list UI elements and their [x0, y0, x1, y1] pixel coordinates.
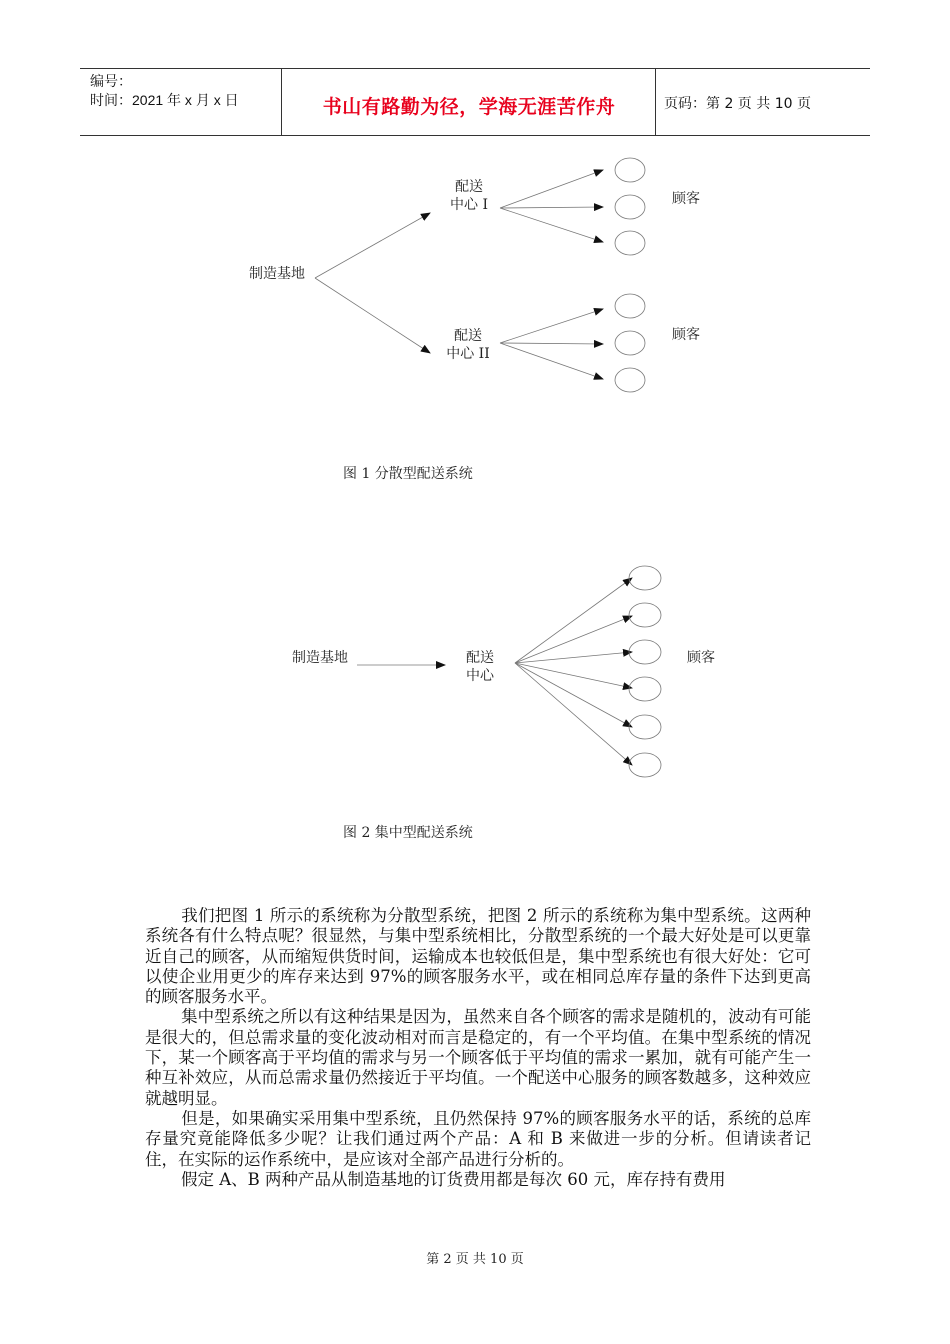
- customer-circle: [629, 677, 661, 701]
- paragraph-2: [145, 1007, 811, 1108]
- arrow-center-to-customer3: [515, 652, 632, 663]
- fig1-customer-label-bottom: 顾客: [672, 327, 700, 343]
- page-info: 页码：第 2 页 共 10 页: [664, 96, 811, 112]
- customer-circle: [615, 368, 645, 392]
- paragraph-2-text: 集中型系统之所以有这种结果是因为，虽然来自各个顾客的需求是随机的，波动有可能是很大的，但总需求量的变化波动相对而言是稳定的，有一个平均值。在集中型系统的情况下，某一个顾客高于平均值的需求与另一个顾客低于平均值的需求一累加，就有可能产生一种互补效应，从而总需求量仍然接近于平均值。一个配送中心服务的顾客数越多，这种效应就越明显。: [145, 1007, 811, 1108]
- arrow-c1-to-customer3: [500, 208, 603, 242]
- fig1-center1-line2: 中心 I: [450, 197, 488, 213]
- fig1-center2-label: [443, 327, 493, 363]
- fig1-caption: 图 1 分散型配送系统: [343, 466, 473, 482]
- fig2-center-line1: 配送: [466, 650, 494, 666]
- customer-circle: [629, 640, 661, 664]
- customer-circle: [629, 753, 661, 777]
- paragraph-1-text: 我们把图 1 所示的系统称为分散型系统，把图 2 所示的系统称为集中型系统。这两种系统各有什么特点呢？很显然，与集中型系统相比，分散型系统的一个最大好处是可以更靠近自己的顾客，从而缩短供货时间，运输成本也较低但是，集中型系统也有很大好处：它可以使企业用更少的库存来达到 97%的顾客服务水平，或在相同总库存量的条件下达到更高的顾客服务水平。: [145, 906, 811, 1007]
- fig1-origin-label: 制造基地: [249, 266, 305, 282]
- arrow-origin-to-center2: [315, 278, 430, 353]
- fig2-customer-label: 顾客: [687, 650, 715, 666]
- fig1-customer-label-top: 顾客: [672, 191, 700, 207]
- customer-circle: [615, 231, 645, 255]
- arrow-c1-to-customer1: [500, 170, 603, 208]
- fig1-center2-line1: 配送: [454, 328, 482, 344]
- customer-circle: [615, 294, 645, 318]
- paragraph-3: [145, 1109, 811, 1170]
- arrow-center-to-customer4: [515, 663, 632, 688]
- figure2-graphic: [357, 566, 661, 777]
- fig1-center2-line2: 中心 II: [446, 346, 490, 362]
- arrow-center-to-customer1: [515, 578, 632, 663]
- arrow-center-to-customer5: [515, 663, 632, 727]
- customer-circle: [629, 566, 661, 590]
- header-motto: 书山有路勤为径，学海无涯苦作舟: [322, 96, 616, 118]
- arrow-c2-to-customer4: [500, 309, 603, 343]
- fig2-center-label: [460, 649, 500, 685]
- paragraph-3-text: 但是，如果确实采用集中型系统，且仍然保持 97%的顾客服务水平的话，系统的总库存量究竟能降低多少呢？让我们通过两个产品：A 和 B 来做进一步的分析。但请读者记住，在实际的运作系统中，是应该对全部产品进行分析的。: [145, 1108, 811, 1169]
- fig2-center-line2: 中心: [466, 668, 494, 684]
- body-text: [145, 906, 811, 1190]
- customer-circle: [615, 331, 645, 355]
- arrow-c1-to-customer2: [500, 207, 603, 208]
- arrow-center-to-customer6: [515, 663, 632, 765]
- customer-circle: [629, 603, 661, 627]
- paragraph-4-text: 假定 A、B 两种产品从制造基地的订货费用都是每次 60 元，库存持有费用: [181, 1169, 726, 1189]
- number-label: 编号：: [90, 73, 132, 89]
- fig1-center1-line1: 配送: [455, 179, 483, 195]
- page-footer: 第 2 页 共 10 页: [426, 1252, 524, 1267]
- paragraph-1: [145, 906, 811, 1007]
- customer-circle: [615, 158, 645, 182]
- fig2-caption: 图 2 集中型配送系统: [343, 825, 473, 841]
- paragraph-4: [145, 1170, 811, 1190]
- customer-circle: [629, 715, 661, 739]
- fig2-origin-label: 制造基地: [292, 650, 348, 666]
- arrow-c2-to-customer5: [500, 343, 603, 344]
- arrow-center-to-customer2: [515, 616, 632, 663]
- arrow-origin-to-center1: [315, 213, 430, 278]
- date-line: 时间：2021 年 x 月 x 日: [90, 92, 239, 108]
- customer-circle: [615, 195, 645, 219]
- arrow-c2-to-customer6: [500, 343, 603, 379]
- fig1-center1-label: [446, 178, 492, 214]
